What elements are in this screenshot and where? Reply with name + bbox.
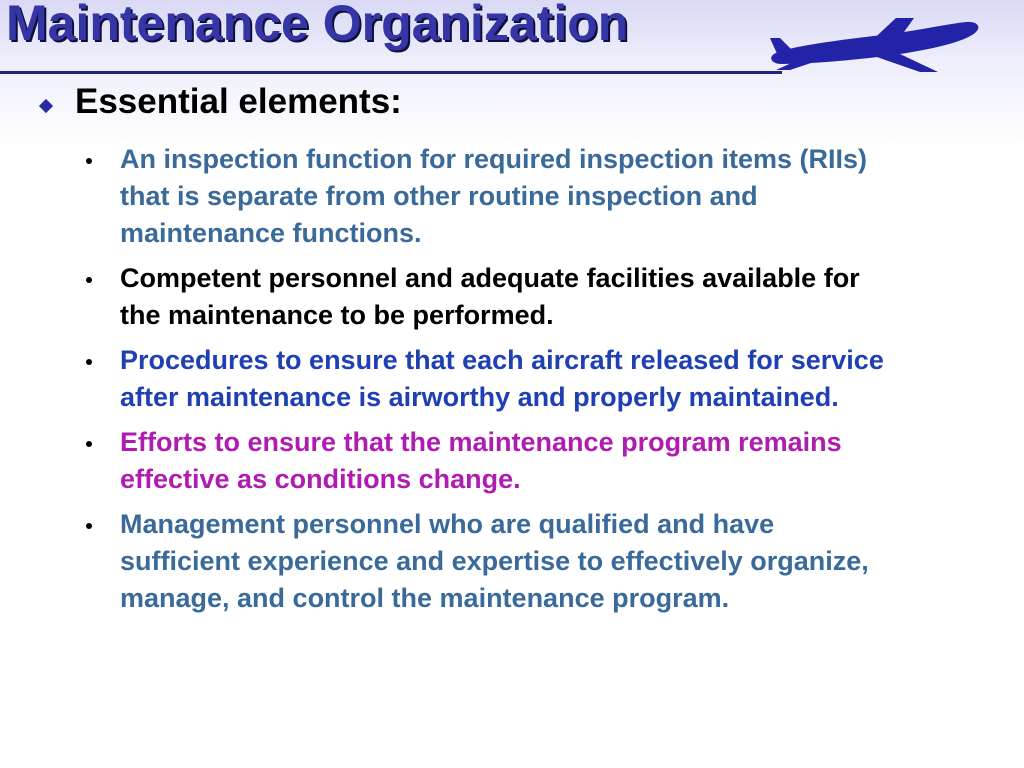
- slide-title: Maintenance Organization: [6, 0, 629, 51]
- list-item: [86, 424, 886, 498]
- bullet-essential-elements: [38, 82, 402, 122]
- essential-elements-list: [86, 141, 886, 625]
- dot-bullet-icon: [86, 158, 92, 164]
- dot-bullet-icon: [86, 523, 92, 529]
- bullet-text: Essential elements:: [75, 82, 402, 121]
- list-item-text: Competent personnel and adequate facilities available for the maintenance to be performed.: [120, 263, 860, 330]
- list-item: [86, 342, 886, 416]
- airplane-icon: [770, 16, 982, 74]
- list-item-text: An inspection function for required inspection items (RIIs) that is separate from other routine inspection and maintenance functions.: [120, 144, 868, 248]
- dot-bullet-icon: [86, 277, 92, 283]
- list-item: [86, 506, 886, 617]
- dot-bullet-icon: [86, 441, 92, 447]
- list-item-text: Procedures to ensure that each aircraft released for service after maintenance is airworthy and properly maintained.: [120, 345, 884, 412]
- diamond-bullet-icon: [39, 99, 53, 113]
- list-item-text: Efforts to ensure that the maintenance program remains effective as conditions change.: [120, 427, 842, 494]
- list-item: [86, 260, 886, 334]
- title-underline: [0, 71, 782, 74]
- list-item-text: Management personnel who are qualified and have sufficient experience and expertise to effectively organize, manage, and control the maintenance program.: [120, 509, 869, 613]
- dot-bullet-icon: [86, 359, 92, 365]
- list-item: [86, 141, 886, 252]
